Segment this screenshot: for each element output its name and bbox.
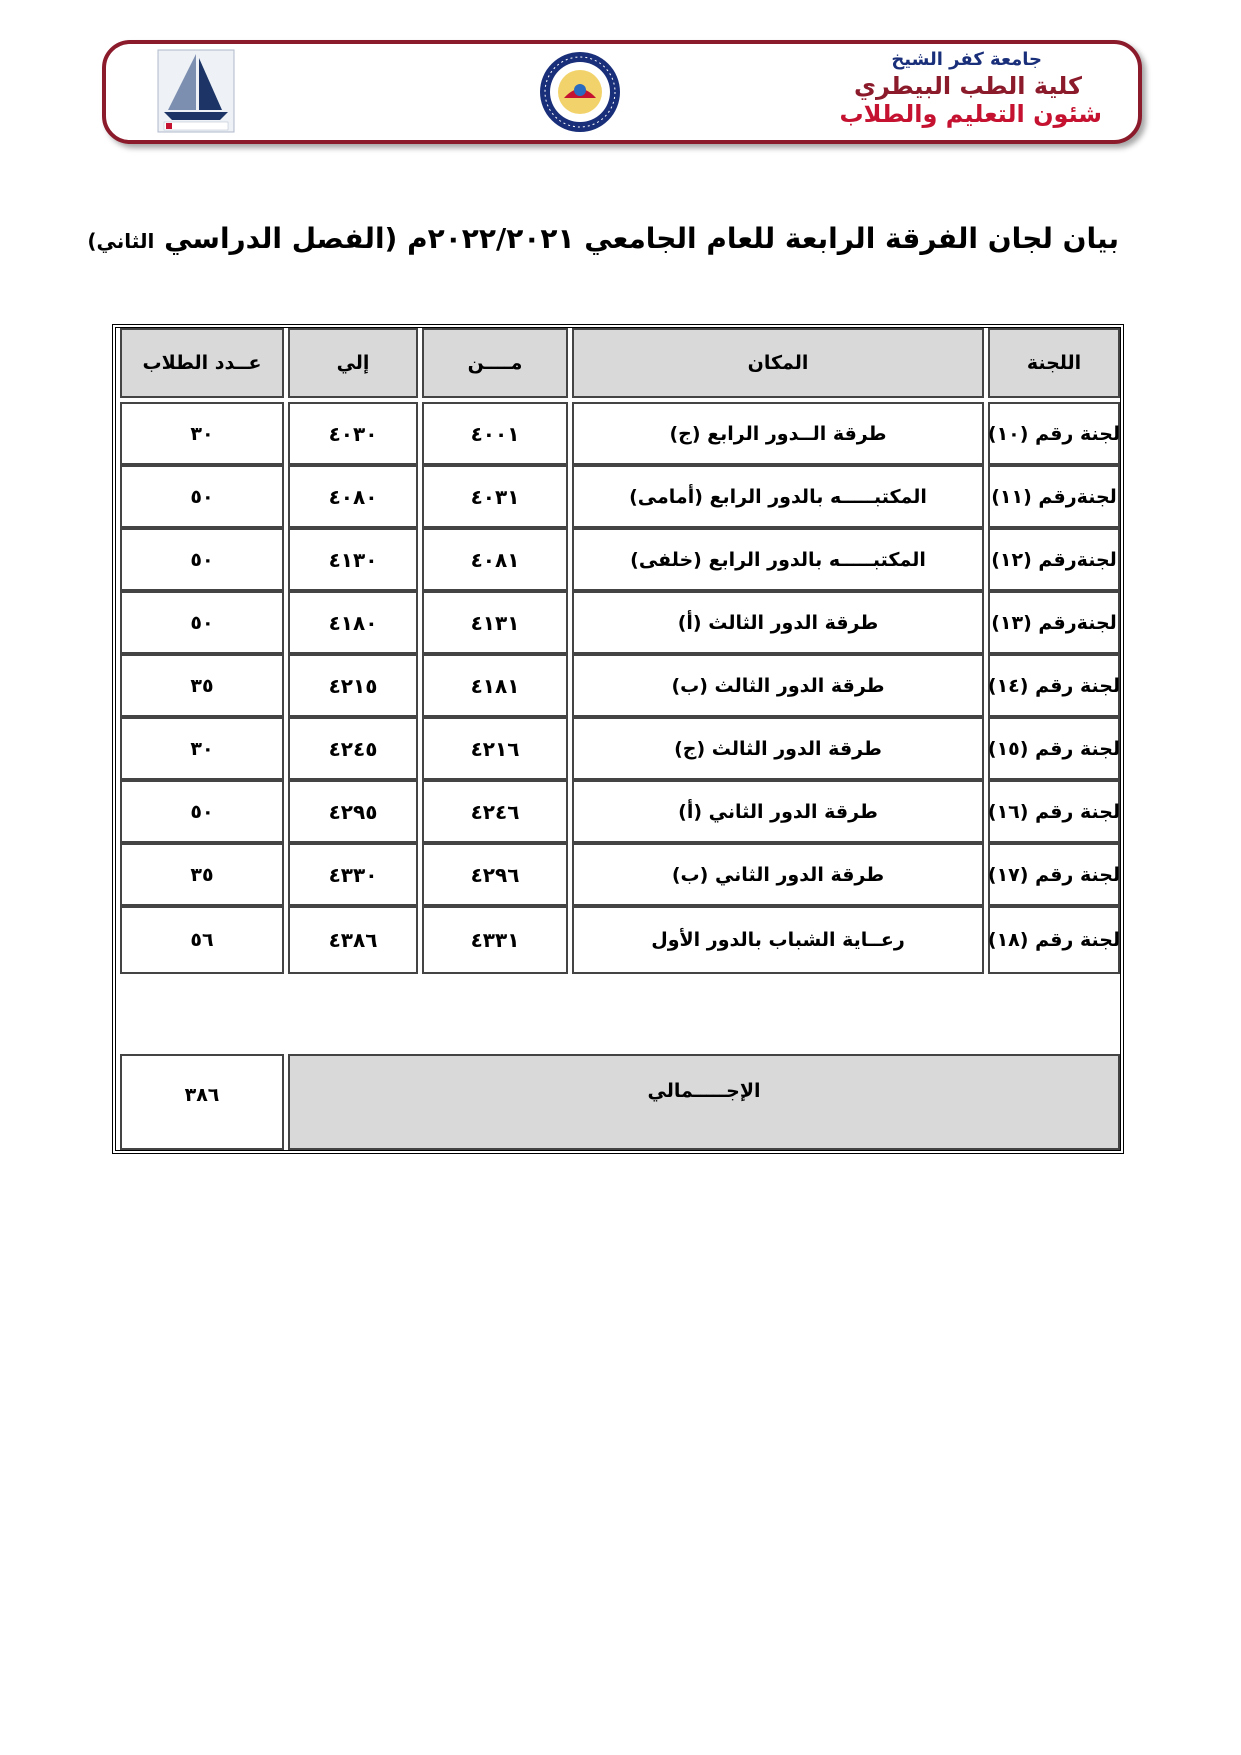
- committees-table: [112, 324, 1124, 1154]
- cell-committee: لجنةرقم (١١): [988, 465, 1120, 528]
- header-place: المكان: [572, 328, 984, 398]
- cell-place: المكتبـــــه بالدور الرابع (أمامى): [572, 465, 984, 528]
- faculty-name: كلية الطب البيطري: [854, 72, 1082, 100]
- cell-count: ٥٠: [120, 465, 284, 528]
- cell-to: ٤١٣٠: [288, 528, 418, 591]
- cell-committee: لجنة رقم (١٥): [988, 717, 1120, 780]
- cell-from: ٤١٨١: [422, 654, 568, 717]
- title-sub: الثاني): [87, 229, 155, 253]
- quality-accreditation-seal: [538, 50, 622, 134]
- cell-from: ٤٣٣١: [422, 906, 568, 974]
- cell-to: ٤٠٣٠: [288, 402, 418, 465]
- cell-committee: لجنة رقم (١٤): [988, 654, 1120, 717]
- header-from: مــــن: [422, 328, 568, 398]
- header-to: إلي: [288, 328, 418, 398]
- header-count: عــدد الطلاب: [120, 328, 284, 398]
- cell-count: ٥٠: [120, 528, 284, 591]
- cell-to: ٤٠٨٠: [288, 465, 418, 528]
- cell-count: ٣٠: [120, 717, 284, 780]
- cell-count: ٣٠: [120, 402, 284, 465]
- page-title: [87, 222, 1119, 255]
- cell-from: ٤١٣١: [422, 591, 568, 654]
- cell-count: ٥٠: [120, 591, 284, 654]
- cell-committee: لجنة رقم (١٠): [988, 402, 1120, 465]
- cell-to: ٤٢١٥: [288, 654, 418, 717]
- cell-place: طرقة الدور الثاني (ب): [572, 843, 984, 906]
- cell-place: المكتبـــــه بالدور الرابع (خلفى): [572, 528, 984, 591]
- cell-place: طرقة الدور الثالث (ج): [572, 717, 984, 780]
- cell-from: ٤٠٠١: [422, 402, 568, 465]
- cell-to: ٤٢٤٥: [288, 717, 418, 780]
- cell-to: ٤٣٨٦: [288, 906, 418, 974]
- university-name: جامعة كفر الشيخ: [891, 49, 1042, 70]
- cell-from: ٤٠٨١: [422, 528, 568, 591]
- cell-place: طرقة الدور الثاني (أ): [572, 780, 984, 843]
- cell-from: ٤٢٩٦: [422, 843, 568, 906]
- letterhead-text: [839, 48, 1102, 128]
- cell-committee: لجنةرقم (١٢): [988, 528, 1120, 591]
- affairs-name: شئون التعليم والطلاب: [839, 100, 1102, 128]
- cell-count: ٥٦: [120, 906, 284, 974]
- cell-place: رعــاية الشباب بالدور الأول: [572, 906, 984, 974]
- total-value: ٣٨٦: [120, 1054, 284, 1150]
- title-main: بيان لجان الفرقة الرابعة للعام الجامعي ٢٠٢٢/٢٠٢١م (الفصل الدراسي: [164, 222, 1119, 255]
- cell-from: ٤٢١٦: [422, 717, 568, 780]
- cell-to: ٤٣٣٠: [288, 843, 418, 906]
- cell-count: ٣٥: [120, 654, 284, 717]
- cell-count: ٥٠: [120, 780, 284, 843]
- cell-committee: لجنة رقم (١٨): [988, 906, 1120, 974]
- letterhead: [102, 40, 1142, 144]
- cell-from: ٤٢٤٦: [422, 780, 568, 843]
- cell-committee: لجنة رقم (١٧): [988, 843, 1120, 906]
- cell-from: ٤٠٣١: [422, 465, 568, 528]
- total-label: الإجـــــمالي: [288, 1054, 1120, 1150]
- cell-to: ٤٢٩٥: [288, 780, 418, 843]
- cell-committee: لجنةرقم (١٣): [988, 591, 1120, 654]
- cell-count: ٣٥: [120, 843, 284, 906]
- cell-place: طرقة الدور الثالث (ب): [572, 654, 984, 717]
- cell-place: طرقة الــدور الرابع (ج): [572, 402, 984, 465]
- cell-to: ٤١٨٠: [288, 591, 418, 654]
- cell-committee: لجنة رقم (١٦): [988, 780, 1120, 843]
- header-committee: اللجنة: [988, 328, 1120, 398]
- university-boat-logo: [156, 48, 236, 134]
- cell-place: طرقة الدور الثالث (أ): [572, 591, 984, 654]
